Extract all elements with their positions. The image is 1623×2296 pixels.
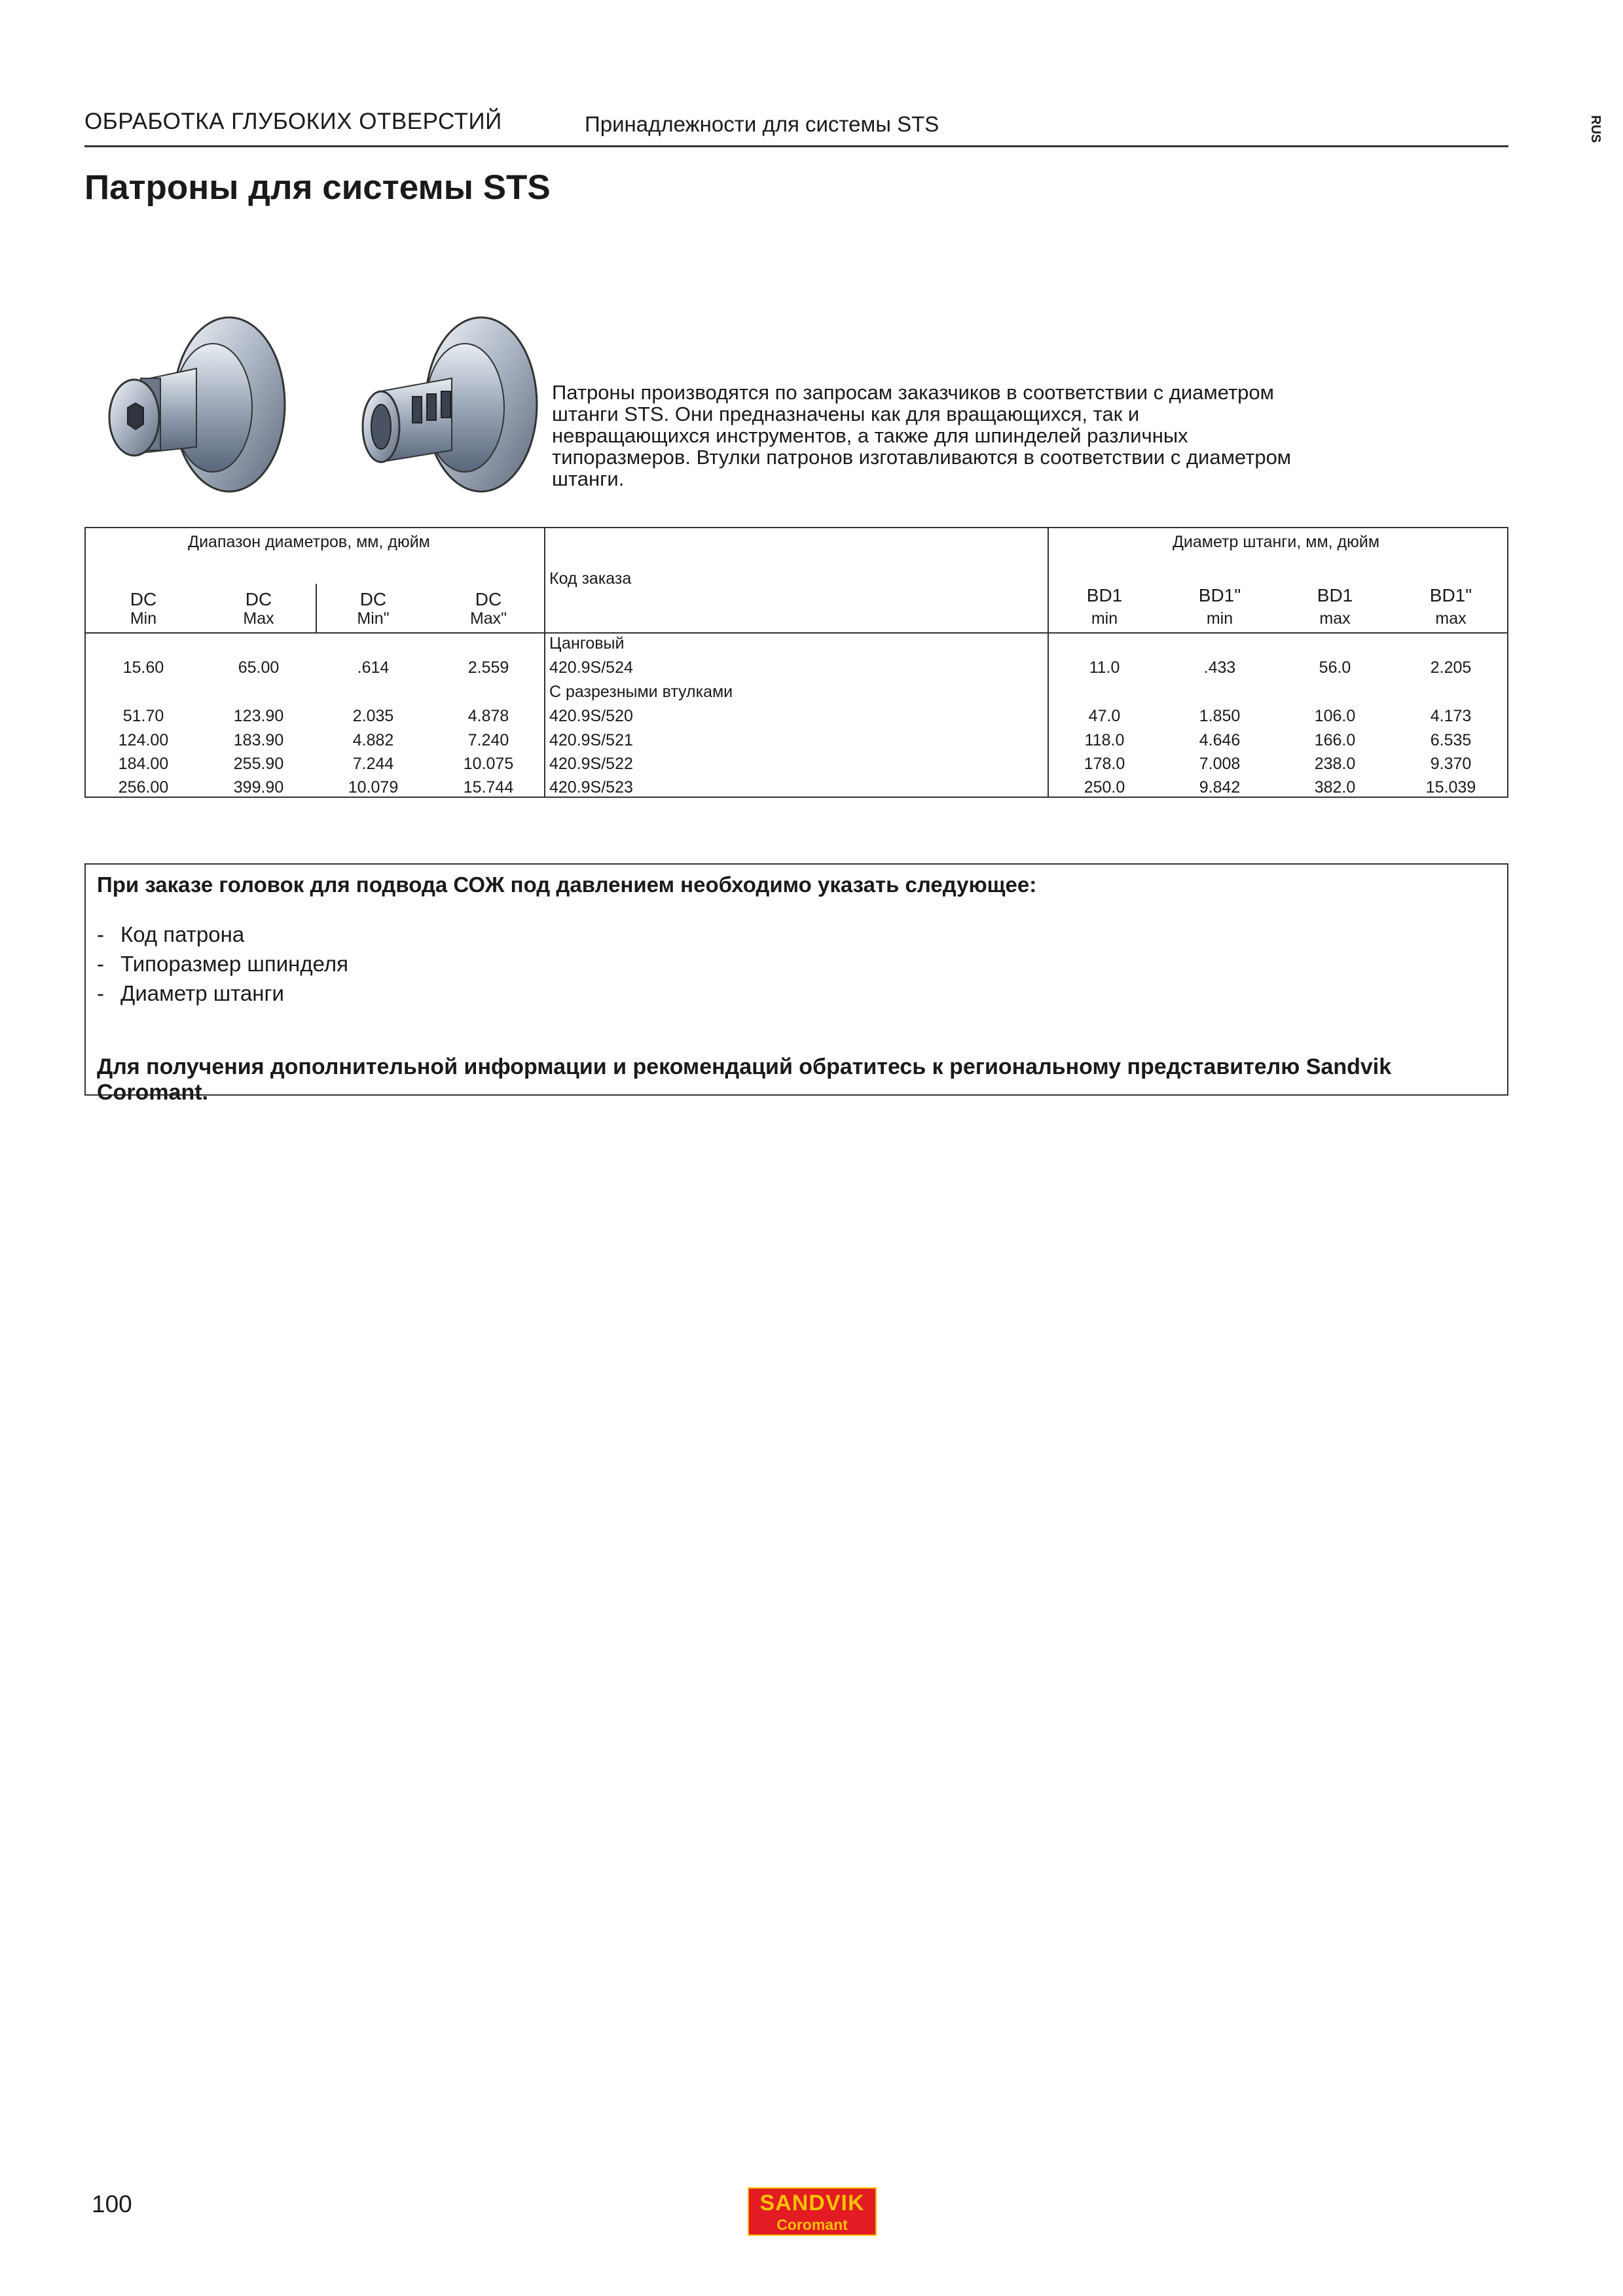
ordering-notice-box: [84, 863, 1508, 1105]
cell-dc-max: 183.90: [233, 731, 284, 749]
cell-bd-min: 11.0: [1089, 658, 1120, 677]
cell-dc-max-in: 4.878: [467, 707, 509, 725]
sandvik-coromant-logo: [748, 2187, 877, 2236]
cell-dc-min-in: 10.079: [348, 778, 399, 797]
order-code-header: Код заказа: [549, 569, 632, 588]
dc-min-in-header-sub: Min": [357, 609, 390, 628]
intro-line: невращающихся инструментов, а также для шпинделей различных: [552, 424, 1188, 447]
cell-dc-max-in: 7.240: [467, 731, 509, 749]
cell-dc-min: 184.00: [118, 755, 169, 773]
bd-min-header-sub: min: [1091, 609, 1118, 628]
list-item-label: Код патрона: [120, 922, 245, 946]
logo-text-top: SANDVIK: [759, 2191, 865, 2215]
dc-max-in-header: DC: [475, 589, 502, 609]
cell-dc-min-in: 7.244: [352, 755, 394, 773]
cell-bd-min: 47.0: [1088, 707, 1121, 725]
cell-dc-max-in: 15.744: [463, 778, 514, 797]
list-item: [97, 981, 284, 1006]
table-divider: [1048, 528, 1049, 797]
cell-dc-max-in: 10.075: [463, 755, 514, 773]
cell-bd-max-in: 15.039: [1425, 778, 1476, 797]
cell-dc-min-in: 4.882: [352, 731, 394, 749]
cell-bd-max: 238.0: [1314, 755, 1356, 773]
page-number: 100: [92, 2191, 132, 2217]
intro-line: Патроны производятся по запросам заказчиков в соответствии с диаметром: [552, 381, 1274, 404]
cell-dc-max: 255.90: [233, 755, 284, 773]
subsection-title: Принадлежности для системы STS: [585, 112, 939, 136]
cell-order-code: 420.9S/523: [549, 778, 633, 797]
bd-min-in-header: BD1": [1198, 585, 1241, 605]
cell-bd-max: 56.0: [1319, 658, 1351, 677]
bd-min-header: BD1: [1086, 585, 1123, 605]
dc-min-header: DC: [130, 589, 157, 609]
cell-order-code: 420.9S/521: [549, 731, 633, 749]
page-title: Патроны для системы STS: [84, 168, 551, 207]
cell-bd-min: 178.0: [1084, 755, 1125, 773]
intro-line: штанги STS. Они предназначены как для вращающихся, так и: [552, 403, 1140, 425]
bd-max-header: BD1: [1317, 585, 1353, 605]
cell-dc-max: 399.90: [233, 778, 284, 797]
list-item-label: Диаметр штанги: [120, 981, 284, 1005]
dc-min-header-sub: Min: [130, 609, 157, 628]
collet-chuck-image: [82, 313, 298, 503]
bd-group-header: Диаметр штанги, мм, дюйм: [1172, 533, 1380, 551]
dc-min-in-header: DC: [359, 589, 387, 609]
table-header-rule: [86, 632, 1507, 634]
cell-bd-min-in: 9.842: [1199, 778, 1241, 797]
dc-max-in-header-sub: Max": [469, 609, 507, 628]
table-divider: [544, 528, 545, 797]
list-item: [97, 952, 348, 977]
cell-bd-min-in: 1.850: [1199, 707, 1241, 725]
cell-bd-max-in: 2.205: [1430, 658, 1472, 677]
bd-max-in-header: BD1": [1429, 585, 1472, 605]
bd-max-in-header-sub: max: [1435, 609, 1467, 628]
list-item-label: Типоразмер шпинделя: [120, 952, 349, 976]
bullet-dash: -: [97, 952, 104, 976]
notice-footer: Для получения дополнительной информации и рекомендаций обратитесь к региональному представителю Sandvik Coromant.: [97, 1054, 1392, 1105]
dc-max-header-sub: Max: [243, 609, 274, 628]
cell-dc-max: 65.00: [238, 658, 280, 677]
intro-line: типоразмеров. Втулки патронов изготавливаются в соответствии с диаметром: [552, 446, 1292, 469]
cell-bd-max-in: 4.173: [1430, 707, 1472, 725]
cell-dc-max-in: 2.559: [467, 658, 509, 677]
cell-dc-max: 123.90: [233, 707, 284, 725]
dc-max-header: DC: [245, 589, 272, 609]
cell-dc-min: 124.00: [118, 731, 169, 749]
cell-order-code: 420.9S/522: [549, 755, 633, 773]
cell-bd-max-in: 9.370: [1430, 755, 1472, 773]
section-title: ОБРАБОТКА ГЛУБОКИХ ОТВЕРСТИЙ: [84, 109, 502, 134]
logo-text-bottom: Coromant: [776, 2216, 848, 2233]
language-tag: RUS: [1588, 115, 1603, 143]
spec-table: [84, 527, 1508, 798]
cell-bd-min: 118.0: [1084, 731, 1125, 749]
cell-order-code: 420.9S/524: [549, 658, 633, 677]
bullet-dash: -: [97, 981, 104, 1005]
cell-dc-min: 51.70: [122, 707, 164, 725]
intro-paragraph: [552, 382, 1364, 490]
cell-bd-max-in: 6.535: [1430, 731, 1472, 749]
cell-bd-max: 382.0: [1314, 778, 1356, 797]
group-label-sleeve: С разрезными втулками: [549, 683, 733, 701]
cell-bd-max: 106.0: [1314, 707, 1356, 725]
bd-max-header-sub: max: [1319, 609, 1351, 628]
cell-bd-min: 250.0: [1084, 778, 1125, 797]
cell-bd-min-in: 4.646: [1199, 731, 1241, 749]
bullet-dash: -: [97, 922, 104, 946]
cell-dc-min: 256.00: [118, 778, 169, 797]
header-divider: [84, 145, 1508, 147]
bd-min-in-header-sub: min: [1206, 609, 1233, 628]
cell-bd-min-in: 7.008: [1199, 755, 1241, 773]
group-label-collet: Цанговый: [549, 634, 625, 653]
cell-bd-min-in: .433: [1203, 658, 1236, 677]
cell-dc-min-in: .614: [357, 658, 390, 677]
cell-order-code: 420.9S/520: [549, 707, 633, 725]
intro-line: штанги.: [552, 467, 625, 490]
cell-bd-max: 166.0: [1314, 731, 1356, 749]
cell-dc-min: 15.60: [122, 658, 164, 677]
notice-heading: При заказе головок для подвода СОЖ под давлением необходимо указать следующее:: [97, 872, 1037, 897]
list-item: [97, 922, 244, 947]
cell-dc-min-in: 2.035: [352, 707, 394, 725]
table-divider: [316, 584, 317, 633]
dc-group-header: Диапазон диаметров, мм, дюйм: [188, 533, 430, 551]
split-sleeve-chuck-image: [334, 313, 550, 503]
